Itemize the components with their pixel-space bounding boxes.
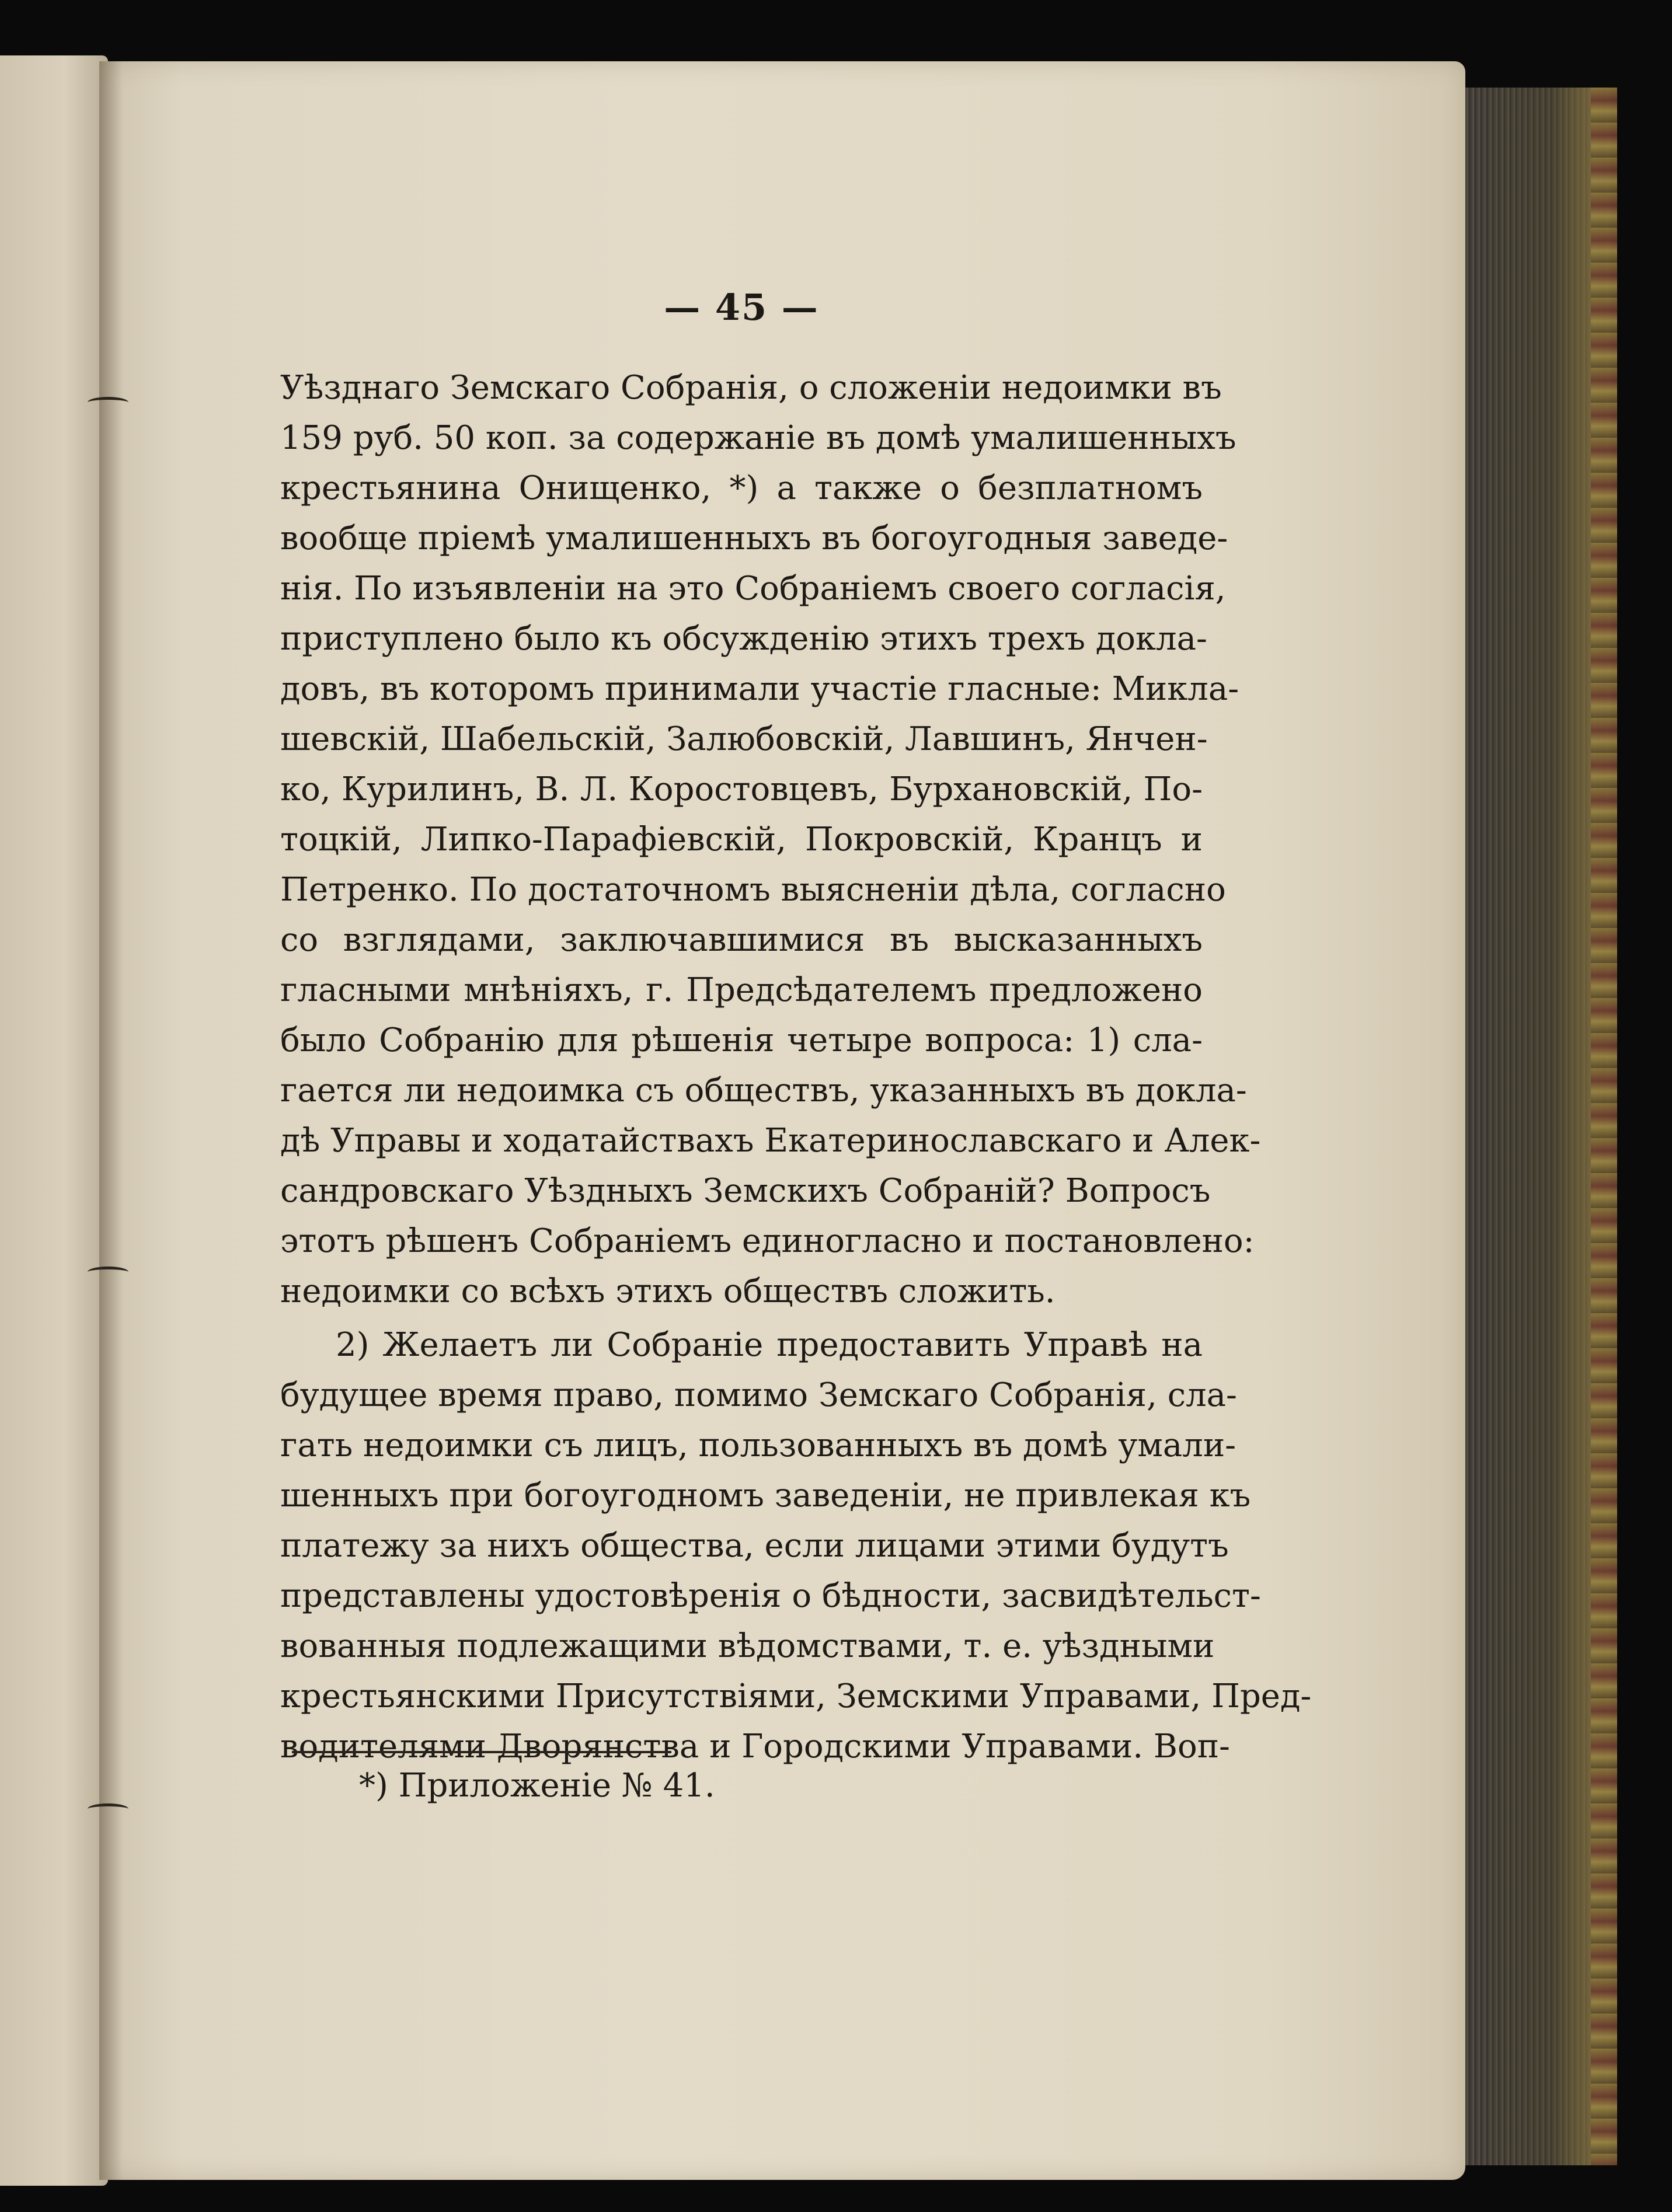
text-line: приступлено было къ обсужденію этихъ трехъ докла- [280, 620, 1207, 658]
text-line: гать недоимки съ лицъ, пользованныхъ въ домѣ умали- [280, 1426, 1236, 1464]
text-line: 159 руб. 50 коп. за содержаніе въ домѣ умалишенныхъ [280, 419, 1236, 457]
text-line: будущее время право, помимо Земскаго Собранія, сла- [280, 1376, 1237, 1414]
text-line: сандровскаго Уѣздныхъ Земскихъ Собраній? Вопросъ [280, 1172, 1211, 1210]
binding-stitch [88, 397, 128, 408]
text-line: гласными мнѣніяхъ, г. Предсѣдателемъ предложено [280, 971, 1203, 1009]
text-line: ко, Курилинъ, В. Л. Коростовцевъ, Бурхановскій, По- [280, 770, 1203, 808]
text-line: со взглядами, заключавшимися въ высказанныхъ [280, 921, 1203, 959]
text-line: этотъ рѣшенъ Собраніемъ единогласно и постановлено: [280, 1222, 1255, 1260]
footnote-rule [292, 1751, 671, 1753]
text-line: Уѣзднаго Земскаго Собранія, о сложеніи недоимки въ [280, 369, 1222, 407]
text-line: крестьянина Онищенко, *) а также о безплатномъ [280, 469, 1203, 507]
footnote: *) Приложеніе № 41. [359, 1767, 715, 1805]
text-line: крестьянскими Присутствіями, Земскими Управами, Пред- [280, 1677, 1312, 1715]
text-line: шенныхъ при богоугодномъ заведеніи, не привлекая къ [280, 1477, 1251, 1515]
page-number: — 45 — [664, 286, 819, 329]
text-line: нія. По изъявленіи на это Собраніемъ своего согласія, [280, 570, 1226, 608]
binding-stitch [88, 1267, 128, 1278]
text-line: вообще пріемѣ умалишенныхъ въ богоугодныя заведе- [280, 519, 1228, 557]
text-line: довъ, въ которомъ принимали участіе гласные: Микла- [280, 670, 1239, 708]
book-cover-edge [1591, 88, 1617, 2165]
text-line: гается ли недоимка съ обществъ, указанныхъ въ докла- [280, 1072, 1247, 1110]
text-line: вованныя подлежащими вѣдомствами, т. е. уѣздными [280, 1627, 1215, 1665]
binding-stitch [88, 1803, 128, 1815]
text-line: Петренко. По достаточномъ выясненіи дѣла, согласно [280, 871, 1226, 909]
text-line: тоцкій, Липко-Парафіевскій, Покровскій, Кранцъ и [280, 821, 1203, 859]
text-line: представлены удостовѣренія о бѣдности, засвидѣтельст- [280, 1577, 1261, 1615]
page-gutter [99, 61, 123, 2180]
paragraph-1 [280, 363, 1261, 1317]
text-line: недоимки со всѣхъ этихъ обществъ сложить. [280, 1272, 1056, 1310]
text-line: водителями Дворянства и Городскими Управами. Воп- [280, 1728, 1230, 1766]
body-text [280, 363, 1312, 1772]
text-line: платежу за нихъ общества, если лицами этими будутъ [280, 1527, 1229, 1565]
text-line: было Собранію для рѣшенія четыре вопроса: 1) сла- [280, 1021, 1203, 1059]
previous-page-edge [0, 55, 108, 2186]
text-line: дѣ Управы и ходатайствахъ Екатеринославскаго и Алек- [280, 1122, 1261, 1160]
text-line: шевскій, Шабельскій, Залюбовскій, Лавшинъ, Янчен- [280, 720, 1208, 758]
paragraph-2 [280, 1320, 1312, 1772]
text-line: 2) Желаетъ ли Собраніе предоставить Управѣ на [336, 1326, 1203, 1364]
